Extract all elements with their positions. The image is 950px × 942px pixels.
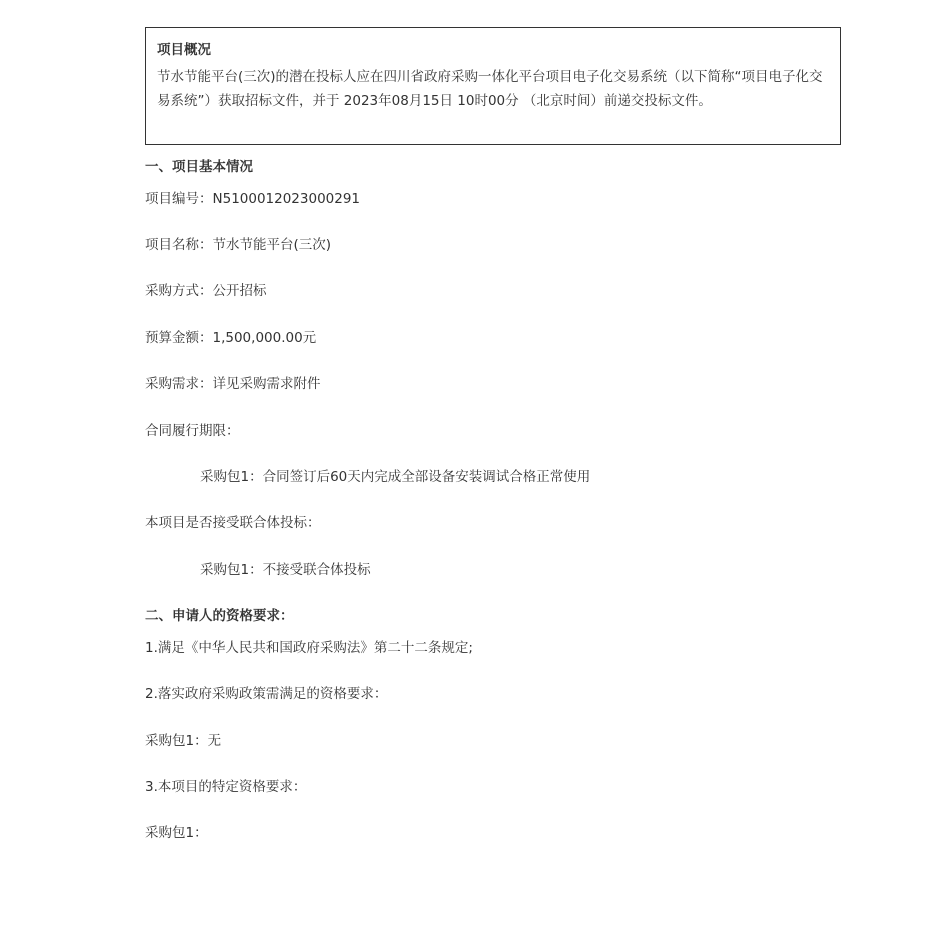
qualification-req-3: 3.本项目的特定资格要求：: [145, 779, 307, 795]
contract-period-label: 合同履行期限：: [145, 423, 240, 439]
project-overview-box: [145, 27, 841, 145]
qualification-req-3-pkg1: 采购包1：: [145, 825, 208, 841]
qualification-req-1: 1.满足《中华人民共和国政府采购法》第二十二条规定;: [145, 640, 473, 656]
project-number: 项目编号：N5100012023000291: [145, 191, 361, 207]
document-page: [145, 27, 841, 841]
overview-title: 项目概况: [157, 42, 211, 58]
consortium-pkg1: 采购包1：不接受联合体投标: [200, 562, 371, 578]
section-qualification-heading: 二、申请人的资格要求：: [145, 608, 294, 624]
procurement-method: 采购方式：公开招标: [145, 283, 267, 299]
project-name: 项目名称：节水节能平台(三次): [145, 237, 332, 253]
qualification-req-2-pkg1: 采购包1：无: [145, 733, 222, 749]
contract-period-pkg1: 采购包1：合同签订后60天内完成全部设备安装调试合格正常使用: [200, 469, 591, 485]
procurement-requirement: 采购需求：详见采购需求附件: [145, 376, 321, 392]
consortium-label: 本项目是否接受联合体投标：: [145, 515, 321, 531]
overview-text: 节水节能平台(三次)的潜在投标人应在四川省政府采购一体化平台项目电子化交易系统（以下简称“项目电子化交易系统”）获取招标文件，并于 2023年08月15日 10时00分 （北京时间）前递交投标文件。: [157, 69, 823, 109]
qualification-req-2: 2.落实政府采购政策需满足的资格要求：: [145, 686, 388, 702]
budget-amount: 预算金额：1,500,000.00元: [145, 330, 317, 346]
section-basic-info-heading: 一、项目基本情况: [145, 159, 253, 175]
